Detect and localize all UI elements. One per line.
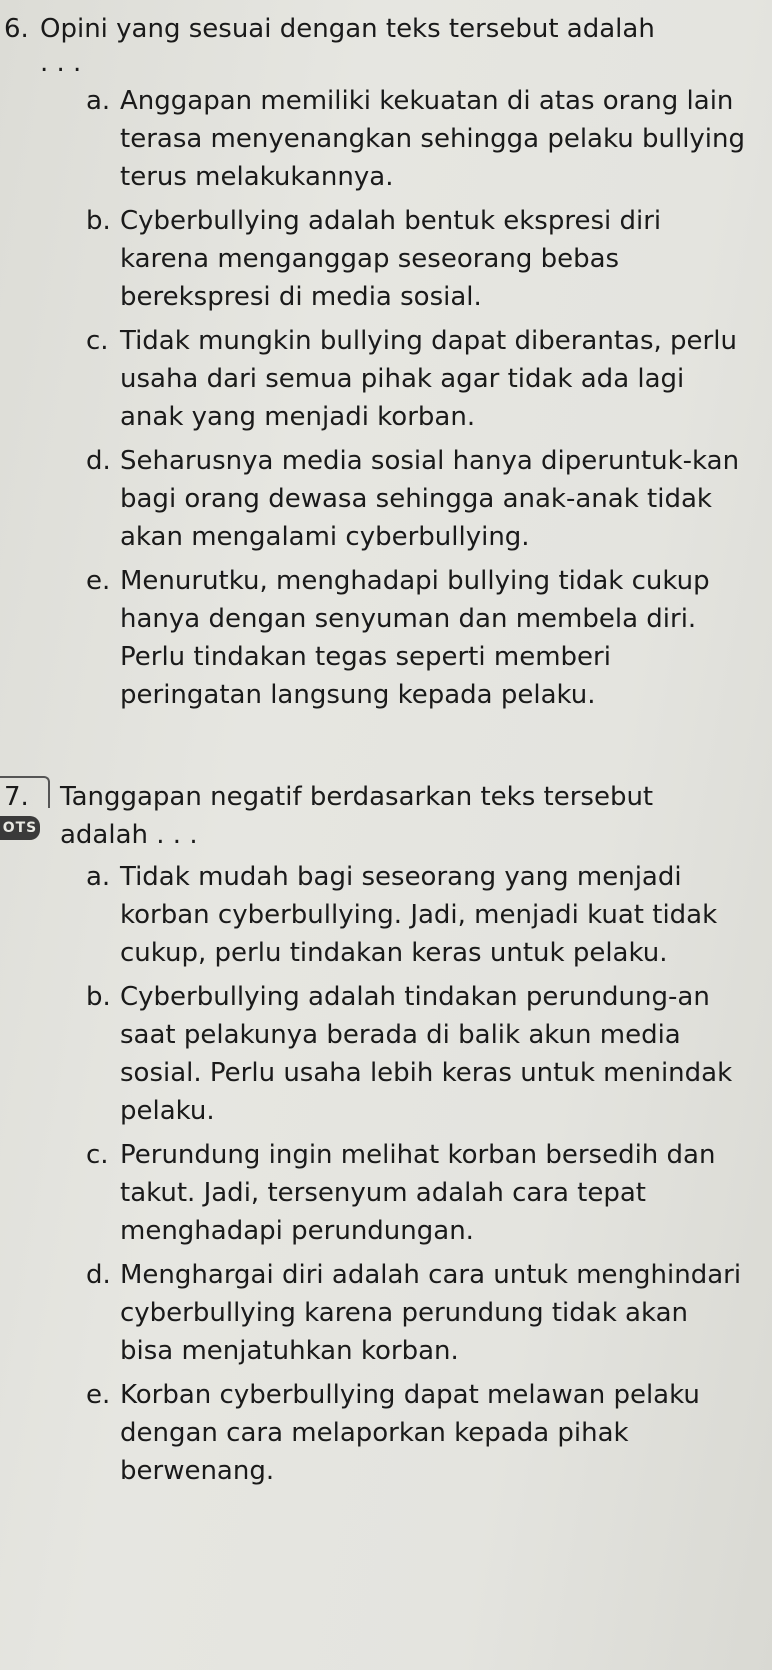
option-letter: d. <box>86 446 111 476</box>
option-text: Korban cyberbullying dapat melawan pelaku dengan cara melaporkan kepada pihak berwenang. <box>120 1380 700 1486</box>
option-letter: c. <box>86 1140 109 1170</box>
option-a[interactable] <box>0 82 772 196</box>
option-e[interactable] <box>0 562 772 714</box>
answer-options <box>0 858 772 1490</box>
option-text: Tidak mudah bagi seseorang yang menjadi korban cyberbullying. Jadi, menjadi kuat tidak cukup, perlu tindakan keras untuk pelaku. <box>120 862 718 968</box>
option-text: Cyberbullying adalah bentuk ekspresi diri karena menganggap seseorang bebas berekspresi di media sosial. <box>120 206 662 312</box>
option-letter: b. <box>86 206 111 236</box>
question-number: 6. <box>4 14 29 44</box>
option-e[interactable] <box>0 1376 772 1490</box>
option-text: Menurutku, menghadapi bullying tidak cukup hanya dengan senyuman dan membela diri. Perlu tindakan tegas seperti memberi peringatan langsung kepada pelaku. <box>120 566 710 710</box>
option-letter: e. <box>86 566 111 596</box>
option-c[interactable] <box>0 322 772 436</box>
question-6-stem <box>0 10 772 78</box>
option-b[interactable] <box>0 202 772 316</box>
question-7 <box>0 778 772 1490</box>
option-d[interactable] <box>0 1256 772 1370</box>
option-a[interactable] <box>0 858 772 972</box>
option-text: Anggapan memiliki kekuatan di atas orang lain terasa menyenangkan sehingga pelaku bullying terus melakukannya. <box>120 86 746 192</box>
option-d[interactable] <box>0 442 772 556</box>
question-stem-line: Opini yang sesuai dengan teks tersebut adalah <box>40 14 655 44</box>
option-text: Seharusnya media sosial hanya diperuntuk-kan bagi orang dewasa sehingga anak-anak tidak akan mengalami cyberbullying. <box>120 446 740 552</box>
question-number: 7. <box>4 782 29 812</box>
question-7-stem <box>0 778 772 854</box>
question-stem-line: Tanggapan negatif berdasarkan teks tersebut <box>60 782 654 812</box>
option-letter: e. <box>86 1380 111 1410</box>
ots-badge: OTS <box>0 816 40 840</box>
option-letter: c. <box>86 326 109 356</box>
option-letter: b. <box>86 982 111 1012</box>
option-letter: d. <box>86 1260 111 1290</box>
option-letter: a. <box>86 86 111 116</box>
answer-options <box>0 82 772 714</box>
option-b[interactable] <box>0 978 772 1130</box>
option-c[interactable] <box>0 1136 772 1250</box>
question-stem-ellipsis: . . . <box>40 48 82 78</box>
option-text: Tidak mungkin bullying dapat diberantas, perlu usaha dari semua pihak agar tidak ada lagi anak yang menjadi korban. <box>120 326 737 432</box>
option-text: Perundung ingin melihat korban bersedih dan takut. Jadi, tersenyum adalah cara tepat menghadapi perundungan. <box>120 1140 716 1246</box>
question-6 <box>0 10 772 714</box>
question-stem-line: adalah . . . <box>60 820 198 850</box>
option-text: Cyberbullying adalah tindakan perundung-an saat pelakunya berada di balik akun media sosial. Perlu usaha lebih keras untuk menindak pelaku. <box>120 982 733 1126</box>
option-text: Menghargai diri adalah cara untuk menghindari cyberbullying karena perundung tidak akan bisa menjatuhkan korban. <box>120 1260 742 1366</box>
option-letter: a. <box>86 862 111 892</box>
